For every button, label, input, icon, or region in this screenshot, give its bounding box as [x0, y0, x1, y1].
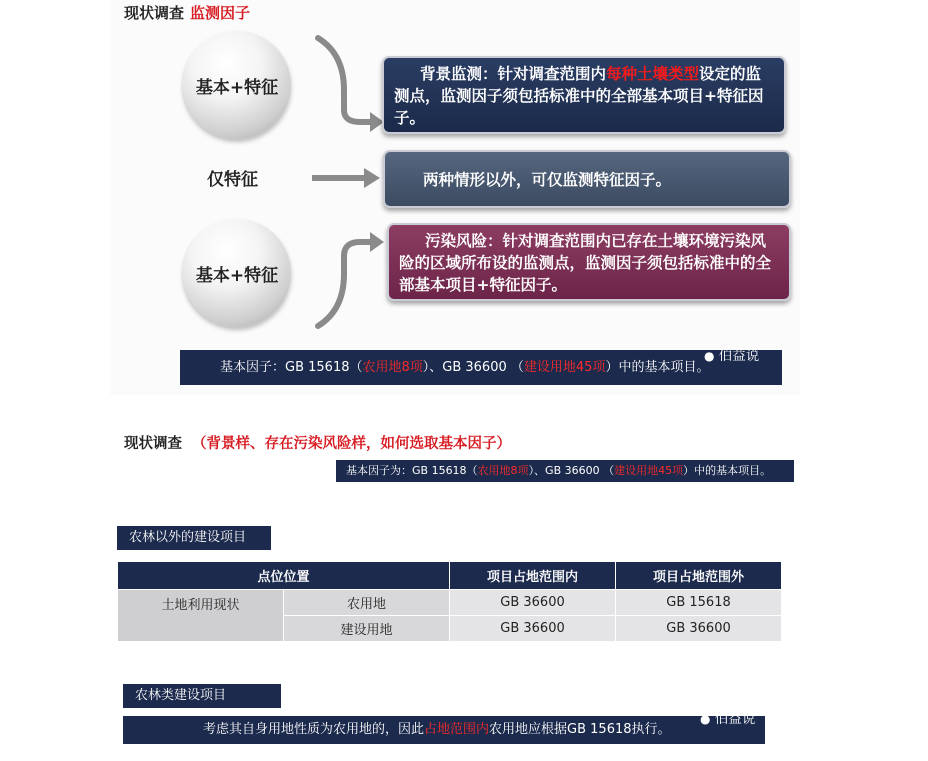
background-monitoring-box	[382, 56, 786, 134]
cell-outside: GB 15618	[616, 589, 782, 615]
ball-label: 基本+特征	[195, 265, 279, 286]
bar-red-2: 建设用地45项	[523, 360, 606, 375]
arrow-down-right-icon	[318, 38, 372, 122]
land-use-table	[118, 562, 782, 641]
header-outside: 项目占地范围外	[616, 562, 782, 589]
title-highlight: （背景样、存在污染风险样，如何选取基本因子）	[192, 436, 511, 452]
cell-type: 建设用地	[284, 615, 450, 641]
footer-highlight: 占地范围内	[424, 722, 490, 737]
watermark	[700, 707, 755, 727]
watermark-text: 伯益说	[718, 348, 760, 364]
ball-basic-plus-feature-top	[183, 31, 291, 139]
row-head-land-use: 土地利用现状	[118, 589, 284, 641]
ball-basic-plus-feature-bottom	[183, 219, 291, 327]
title-text: 现状调查	[124, 4, 185, 22]
cell-inside: GB 36600	[450, 589, 616, 615]
slide-2-title	[124, 432, 511, 453]
title-text: 现状调查	[124, 436, 182, 452]
bar-red-1: 农用地8项	[362, 360, 423, 375]
bar-red-2: 建设用地45项	[614, 464, 684, 477]
arrow-up-right-icon	[318, 242, 372, 326]
bar-text-post: ）中的基本项目。	[683, 464, 772, 477]
section-label-agri: 农林类建设项目	[123, 684, 281, 708]
section-label-non-agri: 农林以外的建设项目	[117, 526, 271, 550]
basic-factor-bar	[180, 350, 782, 385]
bar-red-1: 农用地8项	[477, 464, 529, 477]
slide-1-title	[124, 2, 250, 23]
agri-footer-bar	[123, 716, 765, 744]
connector-arrows	[300, 30, 390, 330]
wechat-icon: ●	[700, 712, 711, 726]
box-text-post: 设定的监测点，监测因子须包括标准中的全部基本项目+特征因子。	[394, 65, 764, 127]
watermark	[704, 344, 759, 364]
table-header-row	[118, 562, 782, 589]
bar-text-pre: 基本因子：GB 15618（	[220, 360, 363, 375]
header-point-location: 点位位置	[118, 562, 450, 589]
footer-text-pre: 考虑其自身用地性质为农用地的，因此	[203, 722, 425, 737]
basic-factor-bar-small	[336, 460, 794, 482]
bar-text-mid: ）、GB 36600 （	[528, 464, 615, 477]
cell-inside: GB 36600	[450, 615, 616, 641]
watermark-text: 伯益说	[714, 711, 756, 727]
box-text-highlight: 每种土壤类型	[606, 65, 700, 83]
bar-text-mid: ）、GB 36600 （	[422, 360, 524, 375]
box-text: 污染风险：针对调查范围内已存在土壤环境污染风险的区域所布设的监测点，监测因子须包括标准中的全部基本项目+特征因子。	[399, 232, 772, 294]
cell-type: 农用地	[284, 589, 450, 615]
cell-outside: GB 36600	[616, 615, 782, 641]
title-highlight: 监测因子	[190, 4, 251, 22]
bar-text-post: ）中的基本项目。	[605, 360, 710, 375]
arrowhead-bottom-icon	[370, 232, 384, 252]
other-situation-box: 两种情形以外，可仅监测特征因子。	[383, 150, 791, 208]
footer-text-post: 农用地应根据GB 15618执行。	[489, 722, 671, 737]
table-row	[118, 589, 782, 615]
pollution-risk-box	[387, 223, 791, 301]
wechat-icon: ●	[704, 349, 715, 363]
arrowhead-middle-icon	[364, 168, 380, 188]
header-inside: 项目占地范围内	[450, 562, 616, 589]
ball-label: 基本+特征	[195, 77, 279, 98]
box-text-pre: 背景监测：针对调查范围内	[420, 65, 607, 83]
bar-text-pre: 基本因子为：GB 15618（	[346, 464, 478, 477]
only-feature-label: 仅特征	[207, 170, 258, 190]
